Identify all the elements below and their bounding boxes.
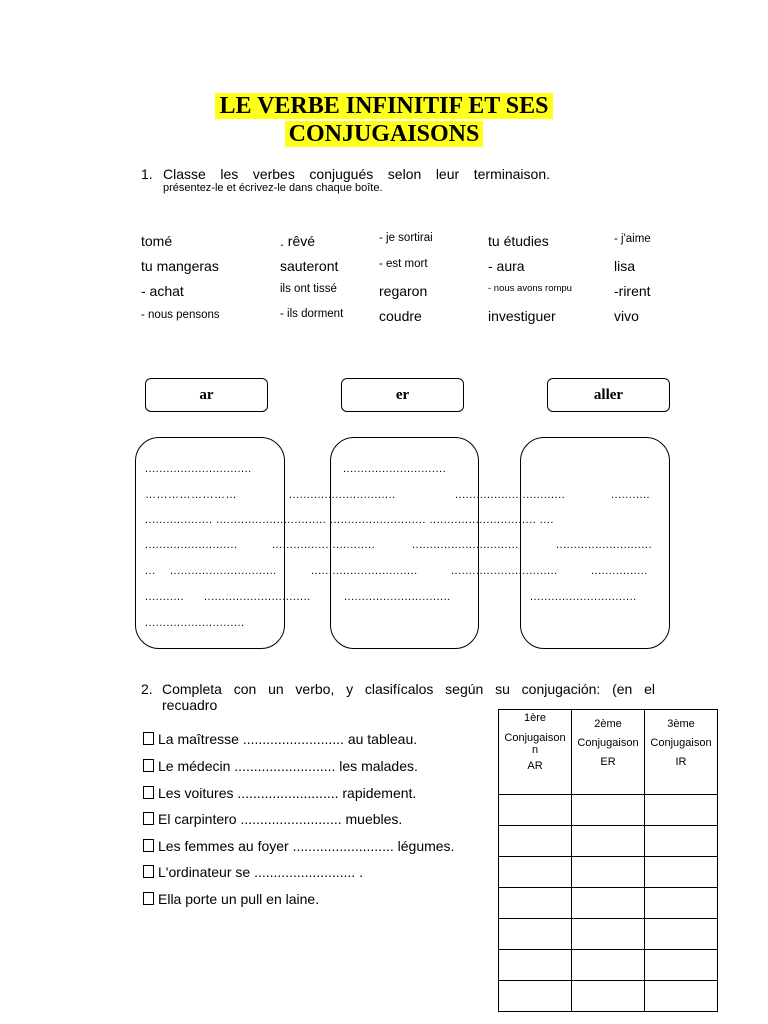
table-cell[interactable] — [572, 888, 645, 919]
table-row — [499, 857, 718, 888]
category-er: er — [341, 378, 464, 412]
verb-word: tomé — [141, 233, 173, 249]
verb-word: tu étudies — [488, 233, 549, 249]
table-cell[interactable] — [572, 981, 645, 1012]
table-row — [499, 981, 718, 1012]
dotted-line: ............................... — [455, 489, 566, 501]
sentence-text: Le médecin .......................... les malades. — [158, 758, 418, 774]
verb-word: - nous avons rompu — [488, 283, 572, 294]
sentence-item — [143, 891, 319, 907]
dotted-line: .......................... — [145, 539, 238, 551]
verb-word: lisa — [614, 258, 636, 274]
table-cell[interactable] — [645, 950, 718, 981]
sentence-text: La maîtresse .......................... au tableau. — [158, 731, 418, 747]
worksheet-title — [0, 92, 768, 148]
exercise-2-instruction-cont: recuadro — [162, 697, 218, 713]
verb-word: tu mangeras — [141, 258, 219, 274]
sentence-item — [143, 811, 402, 827]
checkbox-icon — [143, 892, 154, 905]
sentence-item — [143, 838, 454, 854]
dotted-line: ................... ............................... ........................... .............................. .... — [145, 514, 554, 526]
verb-word: - je sortirai — [379, 232, 433, 244]
table-row — [499, 795, 718, 826]
checkbox-icon — [143, 759, 154, 772]
dotted-line: .............................. — [451, 565, 558, 577]
dotted-line: .............................. — [145, 463, 252, 475]
table-row — [499, 950, 718, 981]
verb-word: - aura — [488, 258, 525, 274]
verb-word: ils ont tissé — [280, 283, 337, 295]
table-cell[interactable] — [499, 950, 572, 981]
dotted-line: ................ — [591, 565, 648, 577]
dotted-line: .............................. — [311, 565, 418, 577]
table-header-cell: 1ère Conjugaison n AR — [499, 710, 572, 795]
dotted-line: .............................. — [344, 591, 451, 603]
sentence-text: Ella porte un pull en laine. — [158, 891, 320, 907]
dotted-line: ........................... — [556, 539, 653, 551]
table-cell[interactable] — [499, 981, 572, 1012]
sentence-text: Les femmes au foyer .......................... légumes. — [158, 838, 455, 854]
checkbox-icon — [143, 839, 154, 852]
sentence-item — [143, 864, 363, 880]
sentence-text: El carpintero .......................... muebles. — [158, 811, 403, 827]
table-cell[interactable] — [645, 826, 718, 857]
verb-word: coudre — [379, 308, 422, 324]
verb-word: - achat — [141, 283, 184, 299]
conjugation-table — [498, 709, 718, 1012]
table-cell[interactable] — [499, 795, 572, 826]
table-cell[interactable] — [645, 795, 718, 826]
dotted-line: .............................. — [170, 565, 277, 577]
table-cell[interactable] — [645, 857, 718, 888]
sentence-item — [143, 758, 418, 774]
dotted-line: .............................. — [204, 591, 311, 603]
table-row — [499, 919, 718, 950]
table-cell[interactable] — [645, 919, 718, 950]
sentence-text: L'ordinateur se .......................... . — [158, 864, 363, 880]
table-cell[interactable] — [572, 919, 645, 950]
dotted-line: …………………… — [145, 489, 237, 501]
sentence-item — [143, 785, 416, 801]
table-header-cell: 2ème Conjugaison ER — [572, 710, 645, 795]
table-cell[interactable] — [645, 888, 718, 919]
title-line-1: LE VERBE INFINITIF ET SES — [215, 93, 552, 119]
table-cell[interactable] — [499, 857, 572, 888]
verb-word: - ils dorment — [280, 308, 344, 320]
dotted-line: ... — [145, 565, 156, 577]
exercise-2-instruction: Completa con un verbo, y clasifícalos según su conjugación: (en el — [162, 681, 655, 697]
checkbox-icon — [143, 786, 154, 799]
table-row — [499, 826, 718, 857]
table-cell[interactable] — [572, 795, 645, 826]
table-cell[interactable] — [499, 888, 572, 919]
dotted-line: ........... — [611, 489, 651, 501]
table-cell[interactable] — [572, 950, 645, 981]
sentence-text: Les voitures .......................... rapidement. — [158, 785, 417, 801]
table-cell[interactable] — [572, 826, 645, 857]
verb-word: . rêvé — [280, 233, 316, 249]
category-ar: ar — [145, 378, 268, 412]
title-line-2: CONJUGAISONS — [285, 121, 484, 147]
verb-word: - j'aime — [614, 233, 651, 245]
verb-word: vivo — [614, 308, 639, 324]
dotted-line: .............................. — [530, 591, 637, 603]
exercise-2-number: 2. — [141, 681, 153, 697]
verb-word: investiguer — [488, 308, 556, 324]
exercise-1-number: 1. — [141, 166, 153, 182]
verb-word: sauteront — [280, 258, 339, 274]
verb-word: regaron — [379, 283, 428, 299]
checkbox-icon — [143, 865, 154, 878]
table-cell[interactable] — [499, 919, 572, 950]
dotted-line: ........... — [145, 591, 185, 603]
category-aller: aller — [547, 378, 670, 412]
dotted-line: .............................. — [289, 489, 396, 501]
checkbox-icon — [143, 732, 154, 745]
checkbox-icon — [143, 812, 154, 825]
verb-word: -rirent — [614, 283, 651, 299]
sentence-item — [143, 731, 417, 747]
exercise-1-instruction: Classe les verbes conjugués selon leur terminaison. — [163, 166, 550, 182]
dotted-line: .............................. — [412, 539, 519, 551]
table-cell[interactable] — [645, 981, 718, 1012]
verb-word: - nous pensons — [141, 309, 220, 321]
table-row — [499, 888, 718, 919]
table-header-cell: 3ème Conjugaison IR — [645, 710, 718, 795]
dotted-line: ............................. — [272, 539, 376, 551]
exercise-1-subinstruction: présentez-le et écrivez-le dans chaque boîte. — [163, 182, 383, 194]
table-cell[interactable] — [572, 857, 645, 888]
dotted-line: ............................. — [343, 463, 447, 475]
table-cell[interactable] — [499, 826, 572, 857]
dotted-line: ............................ — [145, 617, 245, 629]
verb-word: - est mort — [379, 258, 428, 270]
